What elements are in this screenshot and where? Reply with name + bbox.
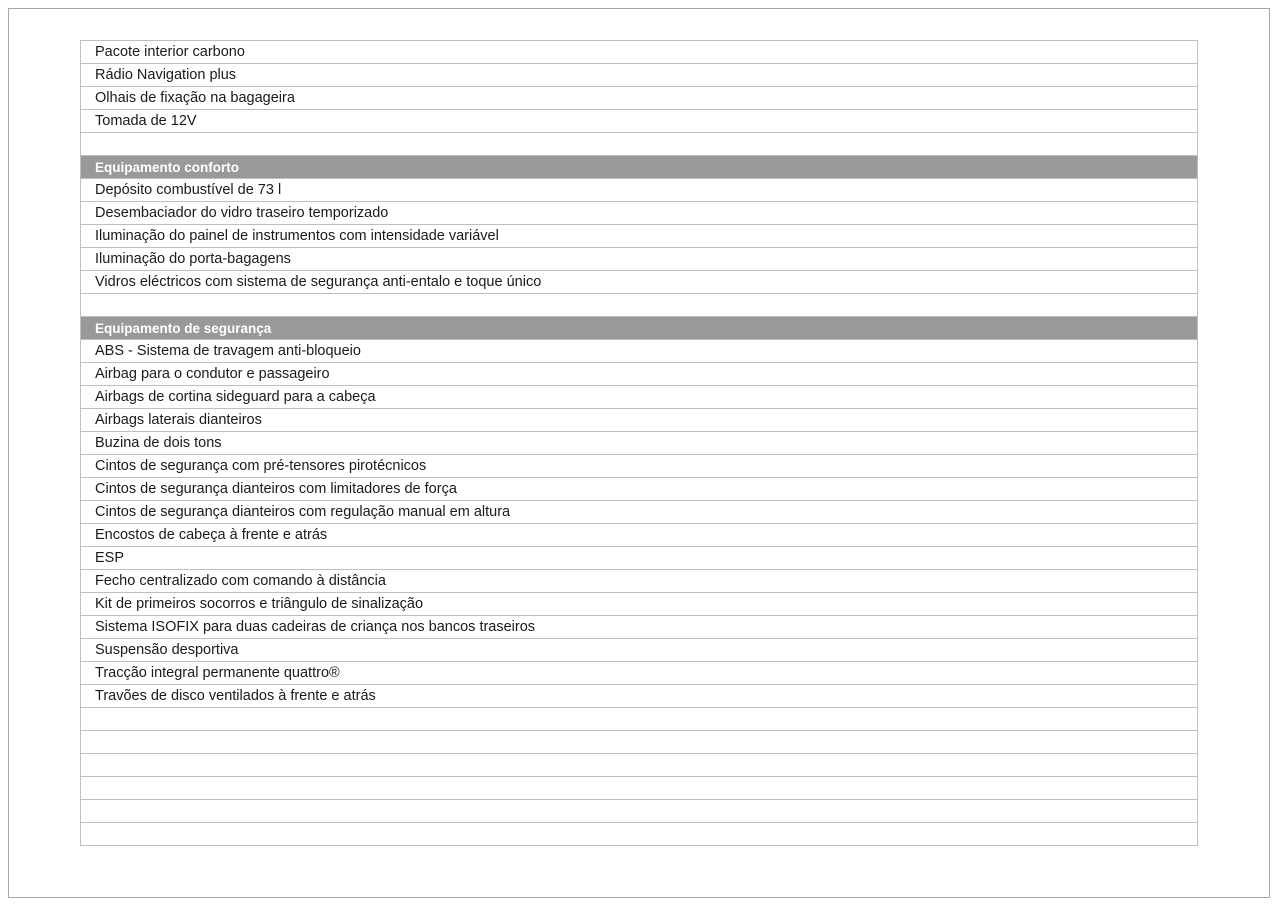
equipment-row: Iluminação do porta-bagagens <box>81 248 1197 271</box>
equipment-row: Iluminação do painel de instrumentos com intensidade variável <box>81 225 1197 248</box>
equipment-row: Tracção integral permanente quattro® <box>81 662 1197 685</box>
equipment-row: Airbags de cortina sideguard para a cabeça <box>81 386 1197 409</box>
equipment-row: Sistema ISOFIX para duas cadeiras de criança nos bancos traseiros <box>81 616 1197 639</box>
equipment-row: Fecho centralizado com comando à distância <box>81 570 1197 593</box>
equipment-row: ESP <box>81 547 1197 570</box>
empty-row <box>81 800 1197 823</box>
equipment-row: Olhais de fixação na bagageira <box>81 87 1197 110</box>
empty-row <box>81 133 1197 156</box>
equipment-row: Tomada de 12V <box>81 110 1197 133</box>
equipment-row: Rádio Navigation plus <box>81 64 1197 87</box>
equipment-row: Desembaciador do vidro traseiro temporizado <box>81 202 1197 225</box>
equipment-row: Kit de primeiros socorros e triângulo de sinalização <box>81 593 1197 616</box>
equipment-row: Cintos de segurança dianteiros com limitadores de força <box>81 478 1197 501</box>
equipment-row: Suspensão desportiva <box>81 639 1197 662</box>
equipment-row: Encostos de cabeça à frente e atrás <box>81 524 1197 547</box>
equipment-row: Vidros eléctricos com sistema de segurança anti-entalo e toque único <box>81 271 1197 294</box>
empty-row <box>81 731 1197 754</box>
empty-row <box>81 777 1197 800</box>
empty-row <box>81 708 1197 731</box>
equipment-row: Cintos de segurança com pré-tensores pirotécnicos <box>81 455 1197 478</box>
equipment-row: Depósito combustível de 73 l <box>81 179 1197 202</box>
empty-row <box>81 294 1197 317</box>
equipment-row: Cintos de segurança dianteiros com regulação manual em altura <box>81 501 1197 524</box>
section-header-row: Equipamento conforto <box>81 156 1197 179</box>
section-header-row: Equipamento de segurança <box>81 317 1197 340</box>
empty-row <box>81 754 1197 777</box>
equipment-row: ABS - Sistema de travagem anti-bloqueio <box>81 340 1197 363</box>
equipment-list-table <box>80 40 1198 846</box>
equipment-row: Airbag para o condutor e passageiro <box>81 363 1197 386</box>
equipment-row: Airbags laterais dianteiros <box>81 409 1197 432</box>
equipment-row: Pacote interior carbono <box>81 41 1197 64</box>
equipment-row: Buzina de dois tons <box>81 432 1197 455</box>
equipment-row: Travões de disco ventilados à frente e atrás <box>81 685 1197 708</box>
empty-row <box>81 823 1197 846</box>
